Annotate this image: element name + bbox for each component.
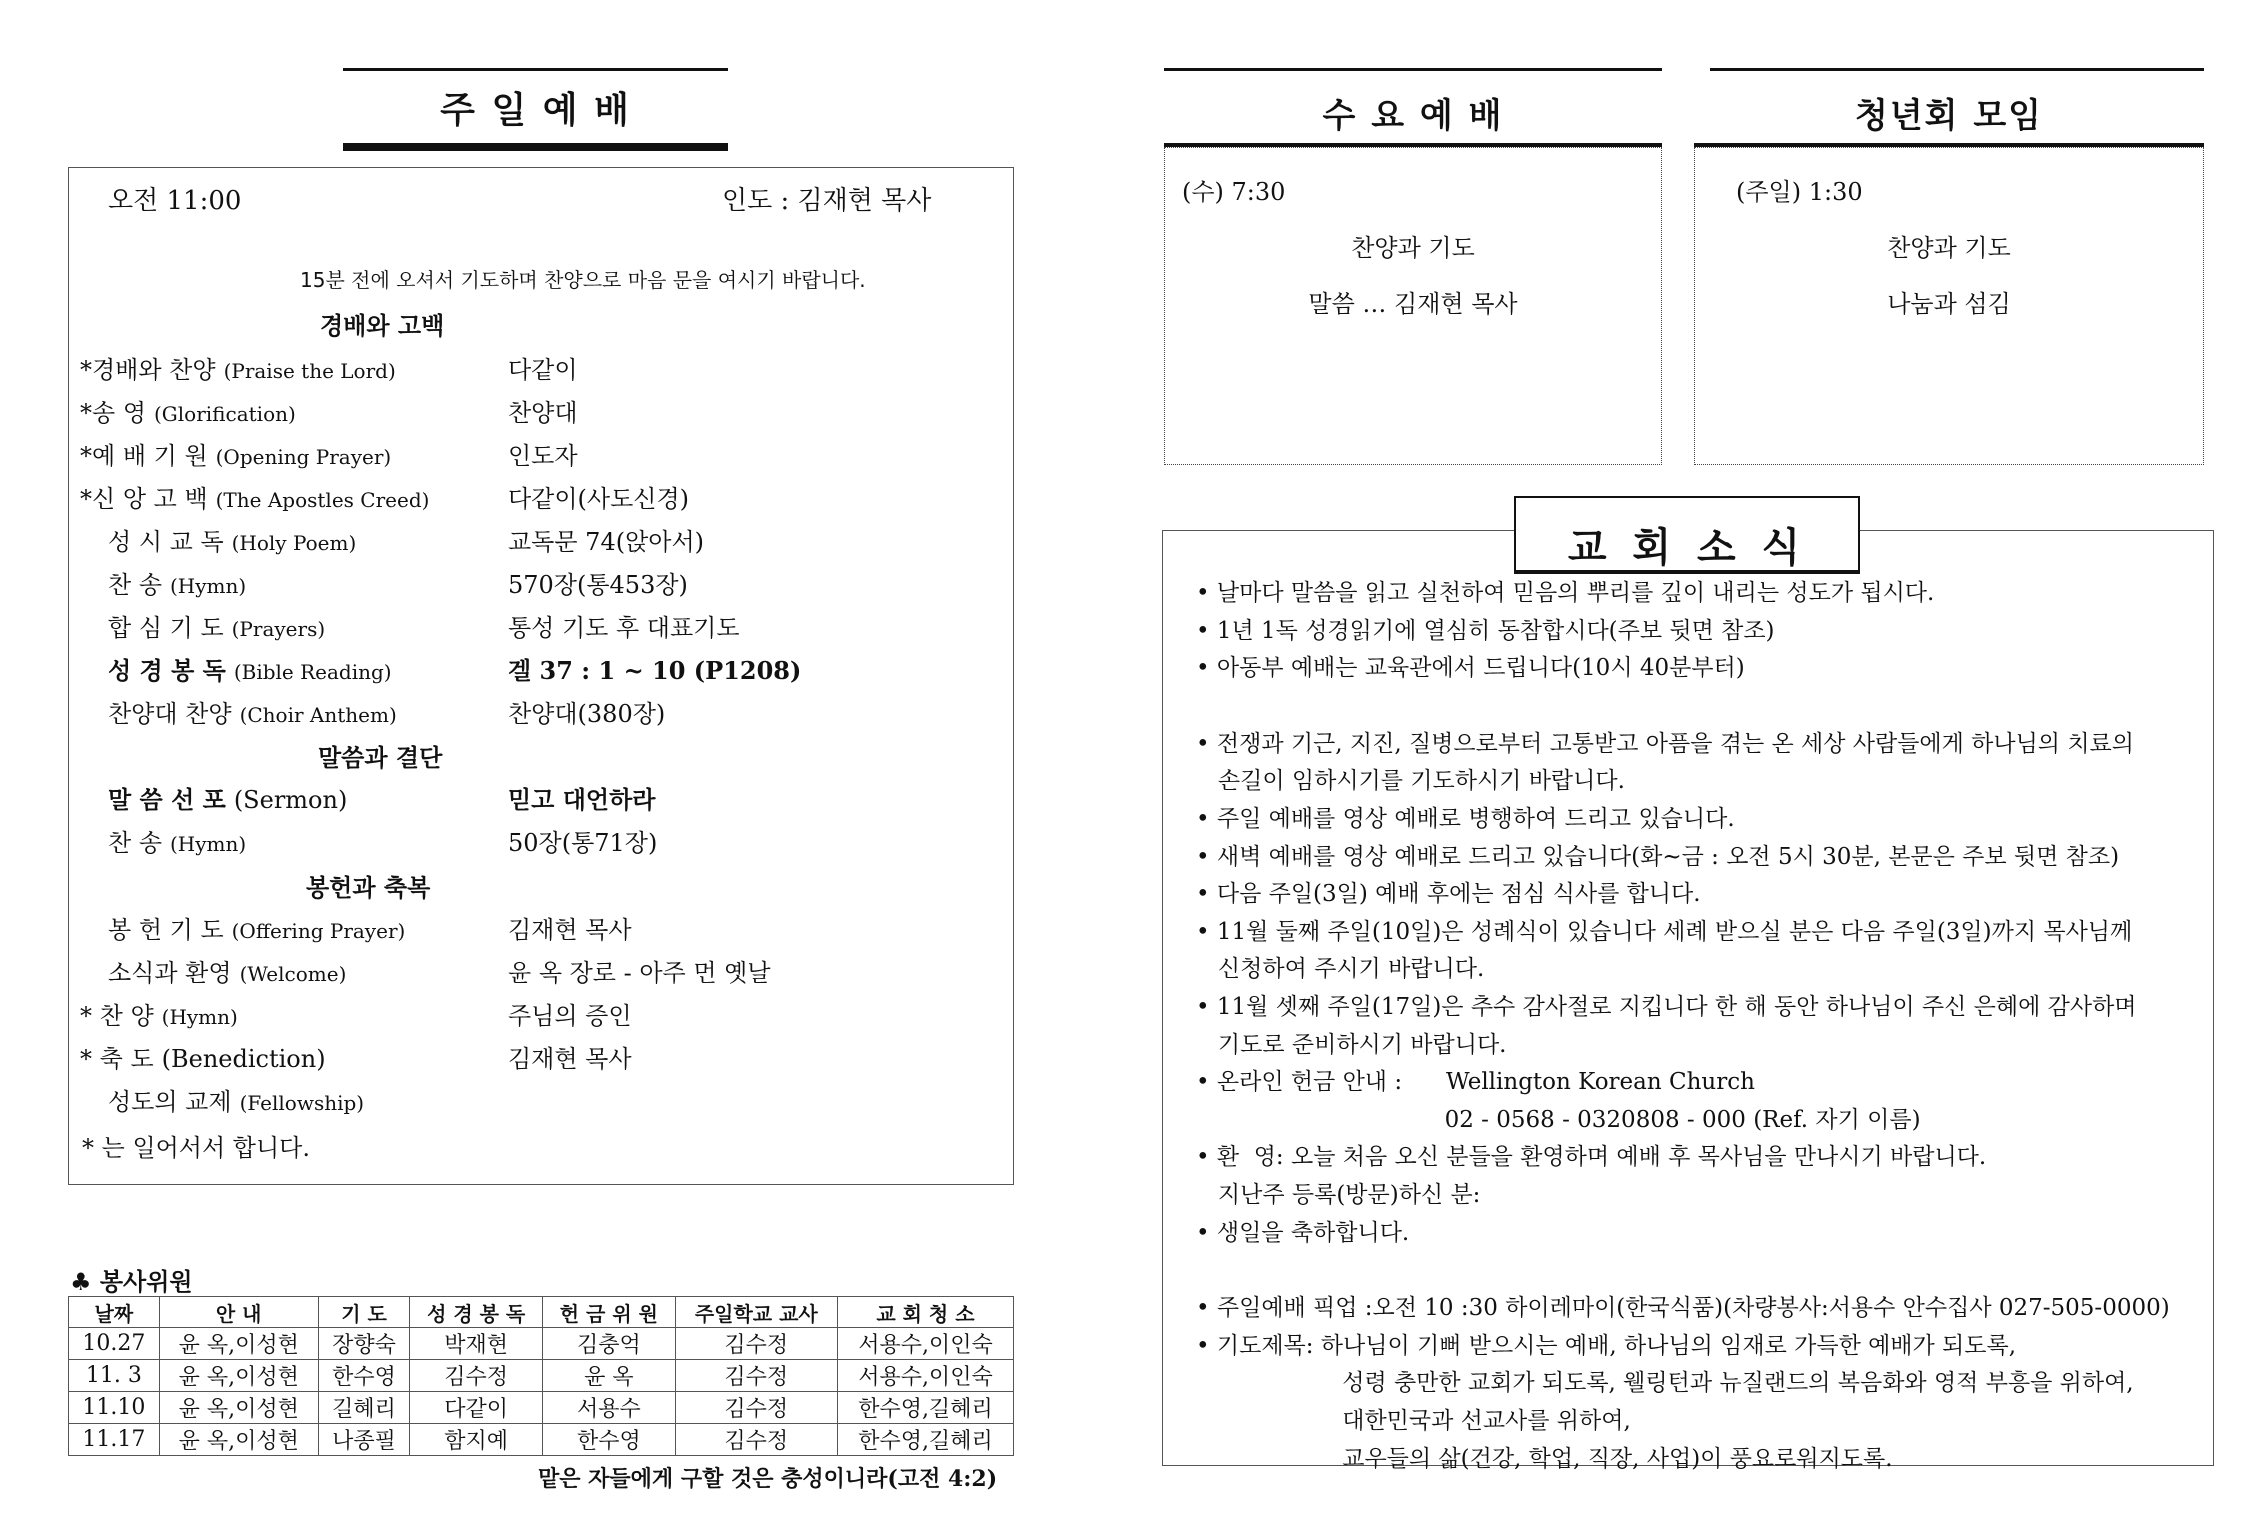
news-line: • 날마다 말씀을 읽고 실천하여 믿음의 뿌리를 깊이 내리는 성도가 됩시다. [1196, 580, 1935, 606]
section-word-decision: 말씀과 결단 [318, 743, 443, 772]
order-item-name: 봉 헌 기 도 (Offering Prayer) [108, 916, 406, 944]
order-item-name: 말 씀 선 포 (Sermon) [108, 785, 348, 814]
order-item-value: 겔 37 : 1 ~ 10 (P1208) [508, 656, 802, 685]
committee-cell: 서용수 [543, 1392, 676, 1424]
committee-cell: 서용수,이인숙 [837, 1328, 1013, 1360]
order-item-name: 찬양대 찬양 (Choir Anthem) [108, 700, 397, 728]
order-item-value: 김재현 목사 [508, 916, 632, 944]
committee-cell: 길혜리 [318, 1392, 410, 1424]
order-item-english: (Welcome) [239, 962, 347, 986]
committee-cell: 한수영,길혜리 [837, 1392, 1013, 1424]
news-line: • 온라인 헌금 안내 : Wellington Korean Church [1196, 1069, 1755, 1096]
committee-cell: 윤 옥,이성현 [159, 1360, 318, 1392]
committee-row [69, 1360, 1014, 1392]
order-item-english: (Prayers) [231, 617, 326, 641]
wednesday-time: (수) 7:30 [1182, 178, 1286, 206]
sunday-leader: 인도 : 김재현 목사 [722, 186, 932, 216]
order-item-value: 찬양대(380장) [508, 700, 666, 728]
committee-cell: 김수정 [675, 1360, 837, 1392]
news-line: • 환 영: 오늘 처음 오신 분들을 환영하며 예배 후 목사님을 만나시기 바랍니다. [1196, 1144, 1987, 1171]
order-item-name: *경배와 찬양 (Praise the Lord) [80, 356, 396, 384]
youth-time: (주일) 1:30 [1736, 178, 1863, 206]
committee-cell: 김수정 [410, 1360, 543, 1392]
committee-header-cell: 안 내 [159, 1297, 318, 1328]
order-item-value: 교독문 74(앉아서) [508, 528, 704, 556]
committee-cell: 11. 3 [69, 1360, 160, 1392]
committee-cell: 서용수,이인숙 [837, 1360, 1013, 1392]
news-line: • 주일예배 픽업 :오전 10 :30 하이레마이(한국식품)(차량봉사:서용수 안수집사 027-505-0000) [1196, 1295, 2170, 1322]
committee-cell: 한수영,길혜리 [837, 1424, 1013, 1456]
order-item-name: 찬 송 (Hymn) [108, 829, 247, 857]
committee-header-cell: 기 도 [318, 1297, 410, 1328]
committee-cell: 윤 옥 [543, 1360, 676, 1392]
order-item-name: 성도의 교제 (Fellowship) [108, 1088, 365, 1116]
news-line: • 11월 둘째 주일(10일)은 성례식이 있습니다 세례 받으실 분은 다음 주일(3일)까지 목사님께 [1196, 918, 2133, 945]
order-item-name: 성 경 봉 독 (Bible Reading) [108, 656, 392, 685]
order-item-english: (Bible Reading) [233, 660, 392, 684]
news-line: 대한민국과 선교사를 위하여, [1196, 1408, 1631, 1434]
youth-line2: 나눔과 섬김 [1887, 290, 2011, 318]
committee-header-cell: 주일학교 교사 [675, 1297, 837, 1328]
committee-cell: 함지예 [410, 1424, 543, 1456]
youth-title-top-rule [1710, 68, 2204, 71]
committee-cell: 다같이 [410, 1392, 543, 1424]
news-line: • 새벽 예배를 영상 예배로 드리고 있습니다(화~금 : 오전 5시 30분, 본문은 주보 뒷면 참조) [1196, 843, 2120, 870]
order-item-english: (Sermon) [233, 786, 348, 814]
committee-cell: 김수정 [675, 1424, 837, 1456]
committee-cell: 윤 옥,이성현 [159, 1392, 318, 1424]
standing-note: * 는 일어서서 합니다. [82, 1134, 310, 1162]
order-item-english: (Hymn) [170, 574, 247, 598]
order-item-name: 합 심 기 도 (Prayers) [108, 614, 326, 642]
section-offering-blessing: 봉헌과 축복 [306, 873, 431, 902]
committee-cell: 나종필 [318, 1424, 410, 1456]
committee-cell: 김수정 [675, 1328, 837, 1360]
news-line: 02 - 0568 - 0320808 - 000 (Ref. 자기 이름) [1196, 1106, 1921, 1133]
order-item-english: (Benediction) [161, 1045, 326, 1073]
order-item-english: (Hymn) [161, 1005, 238, 1029]
order-item-value: 570장(통453장) [508, 571, 688, 599]
order-item-value: 윤 옥 장로 - 아주 먼 옛날 [508, 959, 771, 987]
committee-verse: 맡은 자들에게 구할 것은 충성이니라(고전 4:2) [538, 1466, 998, 1492]
order-item-english: (Holy Poem) [231, 531, 357, 555]
committee-cell: 김수정 [675, 1392, 837, 1424]
section-worship-confession: 경배와 고백 [320, 311, 445, 340]
order-item-english: (Choir Anthem) [239, 703, 397, 727]
committee-header-cell: 날짜 [69, 1297, 160, 1328]
committee-cell: 김충억 [543, 1328, 676, 1360]
news-line: • 1년 1독 성경읽기에 열심히 동참합시다(주보 뒷면 참조) [1196, 617, 1775, 644]
order-item-value: 통성 기도 후 대표기도 [508, 614, 740, 642]
committee-cell: 11.10 [69, 1392, 160, 1424]
youth-title: 청년회 모임 [1854, 96, 2044, 136]
committee-cell: 윤 옥,이성현 [159, 1424, 318, 1456]
wednesday-title: 수 요 예 배 [1322, 96, 1504, 136]
sunday-title-top-rule [343, 68, 728, 71]
news-line: • 기도제목: 하나님이 기뻐 받으시는 예배, 하나님의 임재로 가득한 예배가 되도록, [1196, 1332, 2017, 1359]
committee-header-cell: 성 경 봉 독 [410, 1297, 543, 1328]
committee-row [69, 1328, 1014, 1360]
news-line: • 전쟁과 기근, 지진, 질병으로부터 고통받고 아픔을 겪는 온 세상 사람들에게 하나님의 치료의 [1196, 730, 2134, 757]
committee-table [68, 1296, 1014, 1456]
order-item-value: 인도자 [508, 442, 578, 470]
order-item-value: 주님의 증인 [508, 1002, 632, 1030]
news-line: • 아동부 예배는 교육관에서 드립니다(10시 40분부터) [1196, 655, 1745, 682]
order-item-name: 소식과 환영 (Welcome) [108, 959, 347, 987]
order-item-name: *신 앙 고 백 (The Apostles Creed) [80, 485, 430, 513]
order-item-english: (Opening Prayer) [215, 445, 392, 469]
wednesday-line1: 찬양과 기도 [1351, 234, 1475, 262]
order-item-name: 찬 송 (Hymn) [108, 571, 247, 599]
order-item-value: 찬양대 [508, 399, 578, 427]
order-item-name: * 찬 양 (Hymn) [80, 1002, 238, 1030]
committee-cell: 박재현 [410, 1328, 543, 1360]
committee-cell: 10.27 [69, 1328, 160, 1360]
committee-cell: 한수영 [318, 1360, 410, 1392]
news-line: 손길이 임하시기를 기도하시기 바랍니다. [1196, 768, 1625, 795]
sunday-title: 주 일 예 배 [440, 90, 631, 131]
order-item-english: (Fellowship) [239, 1091, 365, 1115]
sunday-time: 오전 11:00 [108, 186, 242, 216]
committee-title: ♣ 봉사위원 [70, 1267, 193, 1296]
news-title: 교 회 소 식 [1567, 525, 1807, 571]
order-item-english: (Praise the Lord) [223, 359, 396, 383]
news-line: 신청하여 주시기 바랍니다. [1196, 956, 1485, 983]
news-line: • 주일 예배를 영상 예배로 병행하여 드리고 있습니다. [1196, 806, 1735, 832]
news-line: • 생일을 축하합니다. [1196, 1219, 1410, 1246]
order-item-name: *예 배 기 원 (Opening Prayer) [80, 442, 392, 470]
news-line: • 다음 주일(3일) 예배 후에는 점심 식사를 합니다. [1196, 881, 1701, 908]
order-item-value: 다같이(사도신경) [508, 485, 690, 513]
committee-header-cell: 교 회 청 소 [837, 1297, 1013, 1328]
news-line: • 11월 셋째 주일(17일)은 추수 감사절로 지킵니다 한 해 동안 하나님이 주신 은혜에 감사하며 [1196, 994, 2137, 1020]
committee-header-cell: 헌 금 위 원 [543, 1297, 676, 1328]
order-item-english: (Glorification) [154, 402, 296, 426]
news-line: 지난주 등록(방문)하신 분: [1196, 1182, 1481, 1208]
order-item-value: 50장(통71장) [508, 829, 658, 857]
news-line: 성령 충만한 교회가 되도록, 웰링턴과 뉴질랜드의 복음화와 영적 부흥을 위하여, [1196, 1370, 2134, 1397]
order-item-value: 믿고 대언하라 [508, 785, 656, 814]
order-item-english: (The Apostles Creed) [215, 488, 430, 512]
committee-row [69, 1392, 1014, 1424]
sunday-intro: 15분 전에 오셔서 기도하며 찬양으로 마음 문을 여시기 바랍니다. [300, 268, 866, 292]
order-item-name: * 축 도 (Benediction) [80, 1045, 326, 1073]
order-item-value: 김재현 목사 [508, 1045, 632, 1073]
committee-cell: 윤 옥,이성현 [159, 1328, 318, 1360]
committee-cell: 11.17 [69, 1424, 160, 1456]
order-item-english: (Offering Prayer) [231, 919, 406, 943]
order-item-english: (Hymn) [170, 832, 247, 856]
wednesday-title-top-rule [1164, 68, 1662, 71]
youth-line1: 찬양과 기도 [1887, 234, 2011, 262]
sunday-title-bottom-rule [343, 143, 728, 151]
wednesday-line2: 말씀 … 김재현 목사 [1308, 290, 1518, 318]
committee-cell: 한수영 [543, 1424, 676, 1456]
order-item-name: 성 시 교 독 (Holy Poem) [108, 528, 357, 556]
order-item-value: 다같이 [508, 356, 578, 384]
news-line: 교우들의 삶(건강, 학업, 직장, 사업)이 풍요로워지도록. [1196, 1445, 1893, 1472]
committee-row [69, 1424, 1014, 1456]
news-line: 기도로 준비하시기 바랍니다. [1196, 1031, 1507, 1058]
order-item-name: *송 영 (Glorification) [80, 399, 296, 427]
committee-cell: 장향숙 [318, 1328, 410, 1360]
